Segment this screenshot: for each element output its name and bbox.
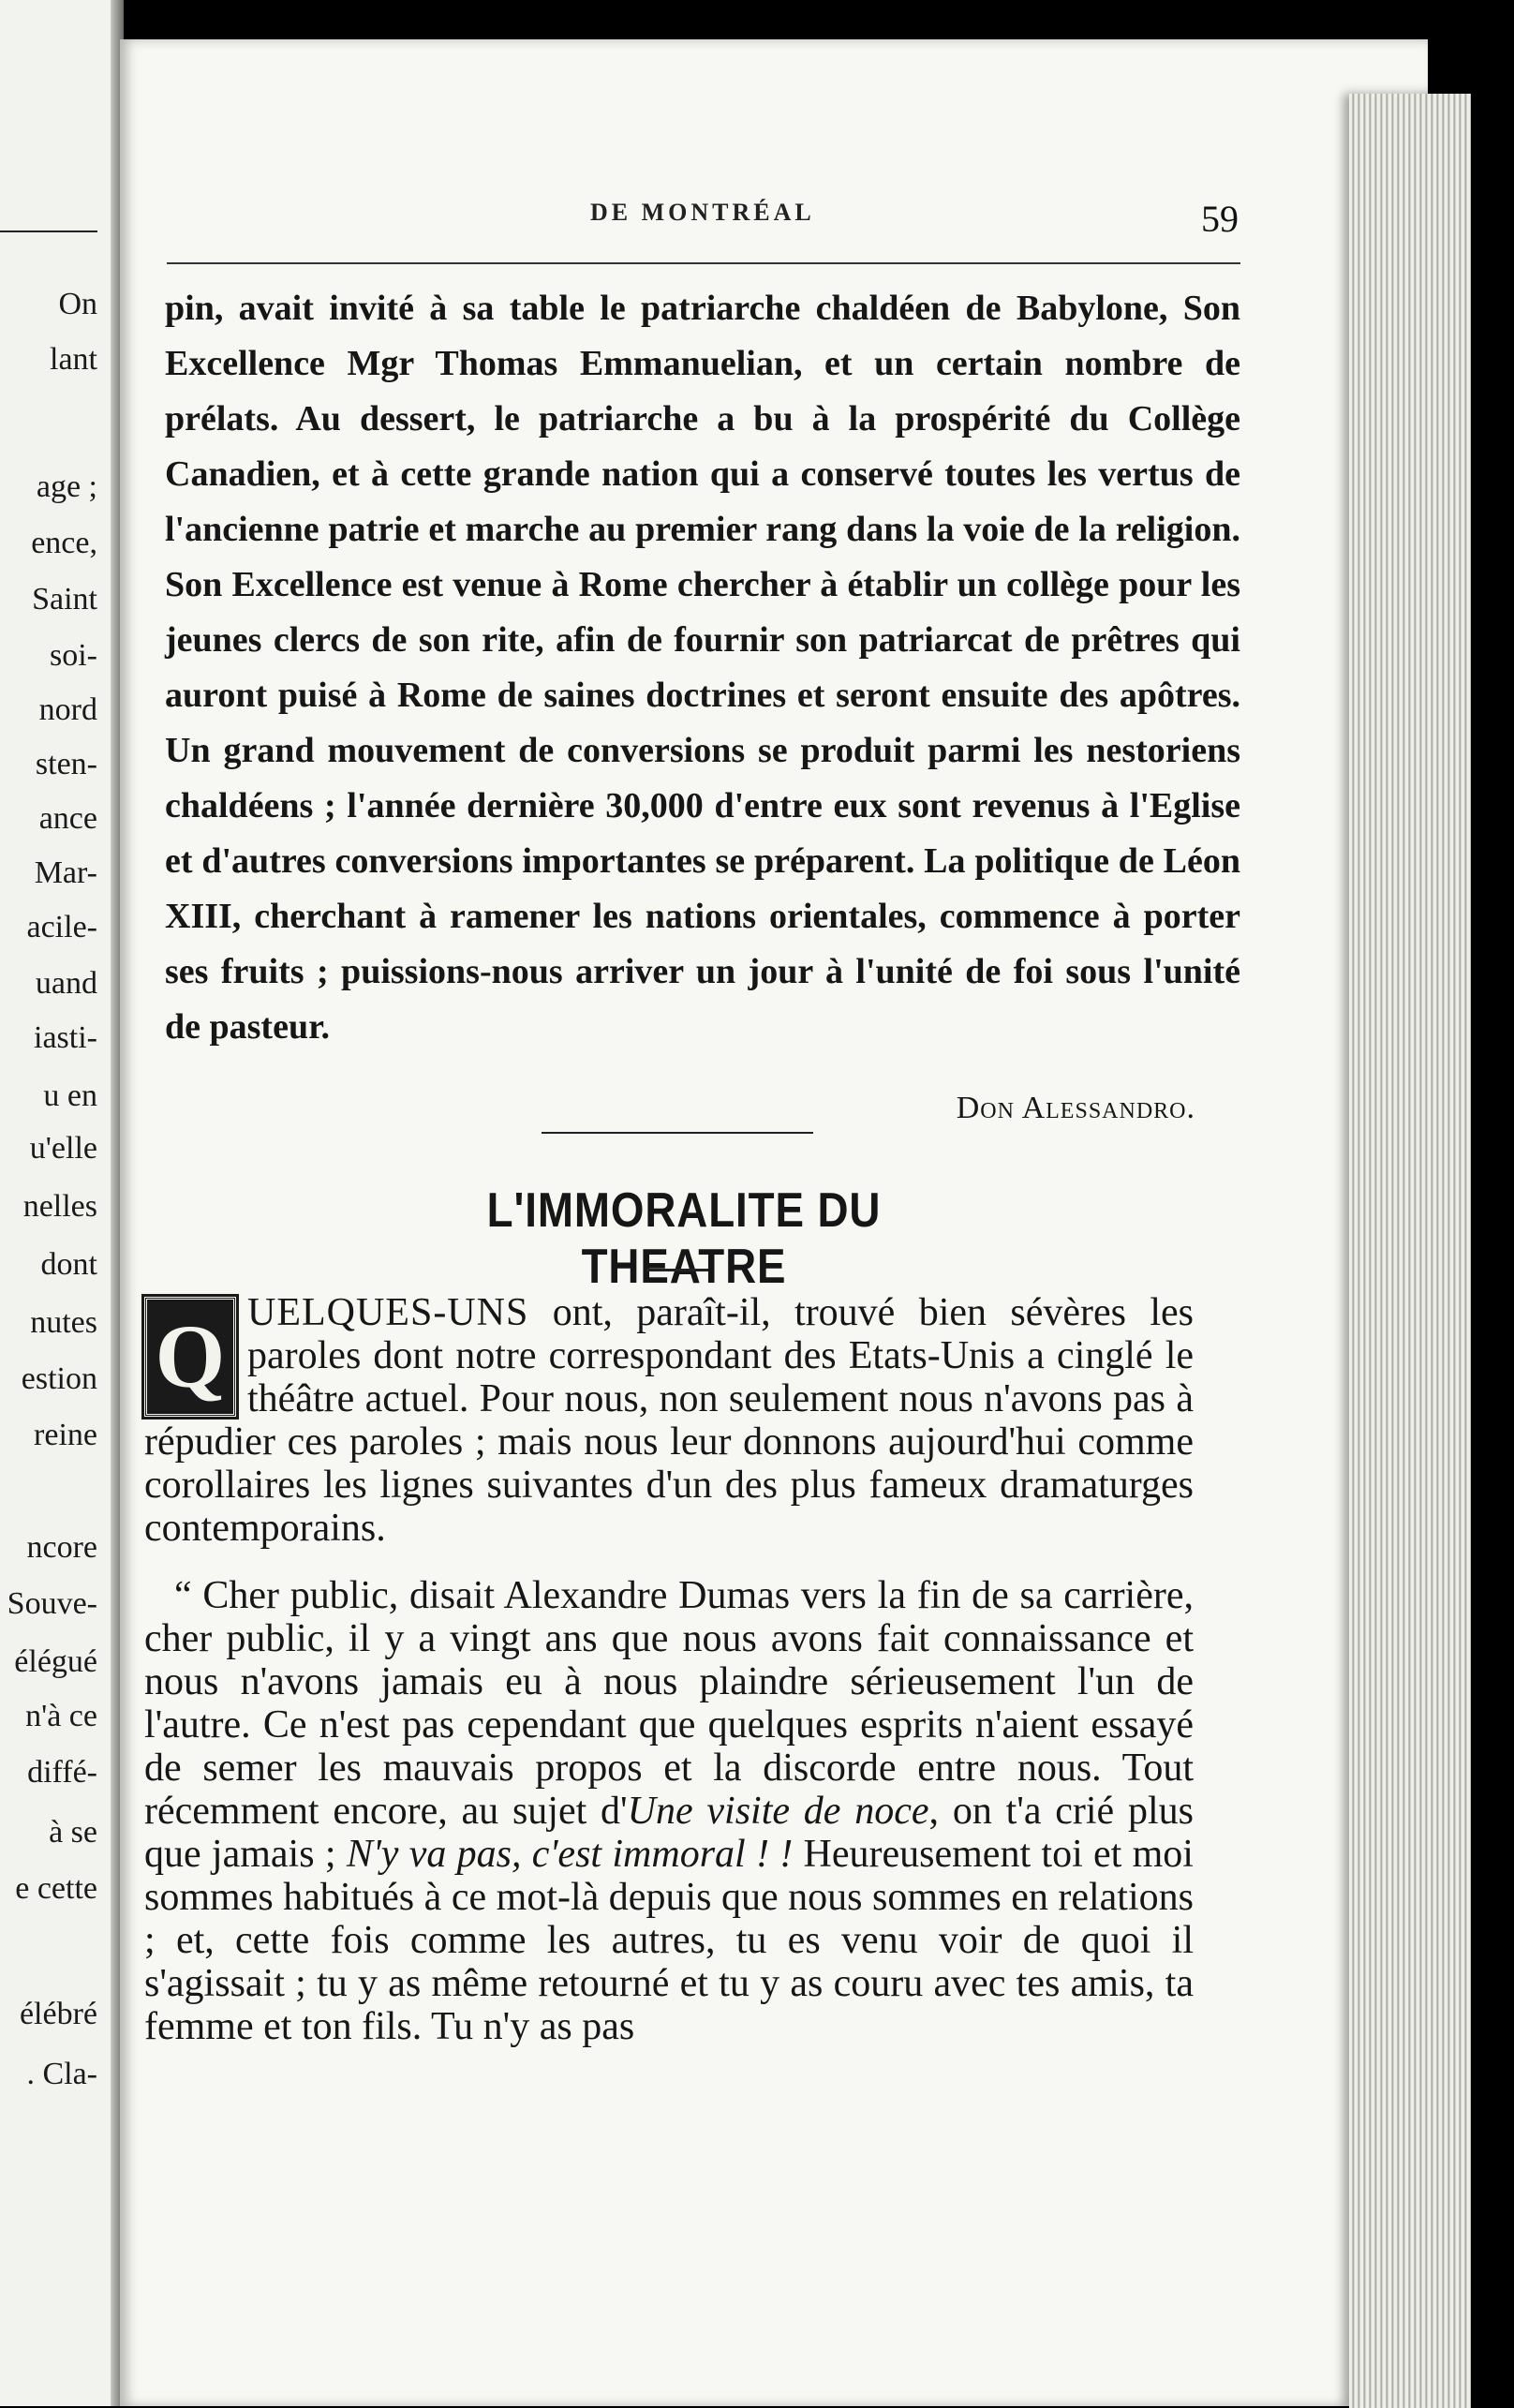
paragraph-2-text-c: Heureusement toi et moi sommes habitués à ce mot-là depuis que nous sommes en relations ; et, cette fois comme les autres, tu es venu voir de quoi il s'agissait ; tu y as même retourné et tu y as couru avec tes amis, ta femme et ton fils. Tu n'y as pas	[144, 1833, 1194, 2048]
left-page-fragment: . Cla-	[26, 2057, 97, 2091]
left-page-fragment: uand	[35, 966, 97, 1001]
left-page-fragment: nutes	[30, 1305, 97, 1340]
left-page-fragment: à se	[49, 1815, 97, 1850]
left-page-fragment: ance	[38, 801, 97, 836]
signature: Don Alessandro.	[956, 1091, 1195, 1125]
left-page-fragment: u'elle	[29, 1131, 97, 1166]
continuation-paragraph: pin, avait invité à sa table le patriarche chaldéen de Babylone, Son Excellence Mgr Thomas Emmanuelian, et un certain nombre de prélats. Au dessert, le patriarche a bu à la prospérité du Collège Canadien, et à cette grande nation qui a conservé toutes les vertus de l'ancienne patrie et marche au premier rang dans la voie de la religion. Son Excellence est venue à Rome chercher à établir un collège pour les jeunes clercs de son rite, afin de fournir son patriarcat de prêtres qui auront puisé à Rome de saines doctrines et seront ensuite des apôtres. Un grand mouvement de conversions se produit parmi les nestoriens chaldéens ; l'année dernière 30,000 d'entre eux sont revenus à l'Eglise et d'autres conversions importantes se préparent. La politique de Léon XIII, cherchant à ramener les nations orientales, commence à porter ses fruits ; puissions-nous arriver un jour à l'unité de foi sous l'unité de pasteur.	[165, 289, 1240, 1047]
left-page-fragment: soi-	[50, 638, 97, 673]
page-number: 59	[1201, 198, 1239, 240]
left-page-fragment: Souve-	[7, 1586, 97, 1621]
left-page-fragment: estion	[21, 1361, 97, 1396]
play-title: Une visite de noce	[627, 1790, 929, 1833]
article-continuation	[165, 281, 1240, 1055]
section-divider	[542, 1132, 813, 1134]
paragraph-2-text-b: , on t'a crié plus que jamais ;	[144, 1790, 1194, 1876]
title-rule	[646, 1269, 708, 1271]
left-page-fragment: nord	[38, 692, 97, 727]
article-paragraph-2	[144, 1574, 1194, 2048]
left-page-fragment: e cette	[15, 1871, 97, 1906]
article-body	[144, 1291, 1194, 2073]
left-page-fragment: iasti-	[34, 1020, 97, 1055]
left-page-fragment: ence,	[31, 526, 97, 560]
article-paragraph-1	[144, 1291, 1194, 1550]
left-page-fragment: reine	[34, 1418, 97, 1452]
left-page-fragment: sten-	[35, 747, 97, 781]
left-page-fragment: lant	[50, 342, 97, 377]
left-page-fragment: ncore	[26, 1530, 97, 1565]
first-words: UELQUES-UNS	[247, 1291, 529, 1334]
running-head: DE MONTRÉAL	[590, 199, 815, 226]
paragraph-2-text-a: “ Cher public, disait Alexandre Dumas vers la fin de sa carrière, cher public, il y a vingt ans que nous avons fait connaissance et nous n'avons jamais eu à nous plaindre sérieusement l'un de l'autre. Ce n'est pas cependant que quelques esprits n'aient essayé de semer les mauvais propos et la discorde entre nous. Tout récemment encore, au sujet d'	[144, 1574, 1194, 1833]
left-page-fragment: u en	[43, 1078, 97, 1113]
left-page-fragment: On	[58, 287, 97, 321]
left-page-fragment: age ;	[36, 469, 97, 504]
left-page-fragment: n'à ce	[25, 1699, 97, 1733]
left-page-fragment: Saint	[32, 582, 97, 617]
adjacent-left-page	[0, 0, 111, 2406]
left-page-fragment: acile-	[26, 910, 97, 944]
left-page-rule	[0, 230, 97, 232]
page-edges	[1349, 94, 1471, 2408]
left-page-fragment: dont	[40, 1247, 97, 1282]
left-page-fragment: diffé-	[27, 1755, 97, 1790]
article-title: L'IMMORALITE DU THEATRE	[486, 1183, 882, 1294]
paragraph-1-text: ont, paraît-il, trouvé bien sévères les paroles dont notre correspondant des Etats-Unis a cinglé le théâtre actuel. Pour nous, non seulement nous n'avons pas à répudier ces paroles ; mais nous leur donnons aujourd'hui comme corollaires les lignes suivantes d'un des plus fameux dramaturges contemporains.	[144, 1291, 1194, 1550]
left-page-fragment: Mar-	[34, 855, 97, 890]
header-rule	[167, 262, 1240, 264]
left-page-fragment: nelles	[22, 1189, 97, 1224]
left-page-fragment: élégué	[14, 1644, 97, 1679]
dropcap-initial: Q	[144, 1297, 236, 1417]
left-page-fragment: élébré	[19, 1997, 97, 2031]
quoted-warning: N'y va pas, c'est immoral ! !	[346, 1833, 794, 1876]
